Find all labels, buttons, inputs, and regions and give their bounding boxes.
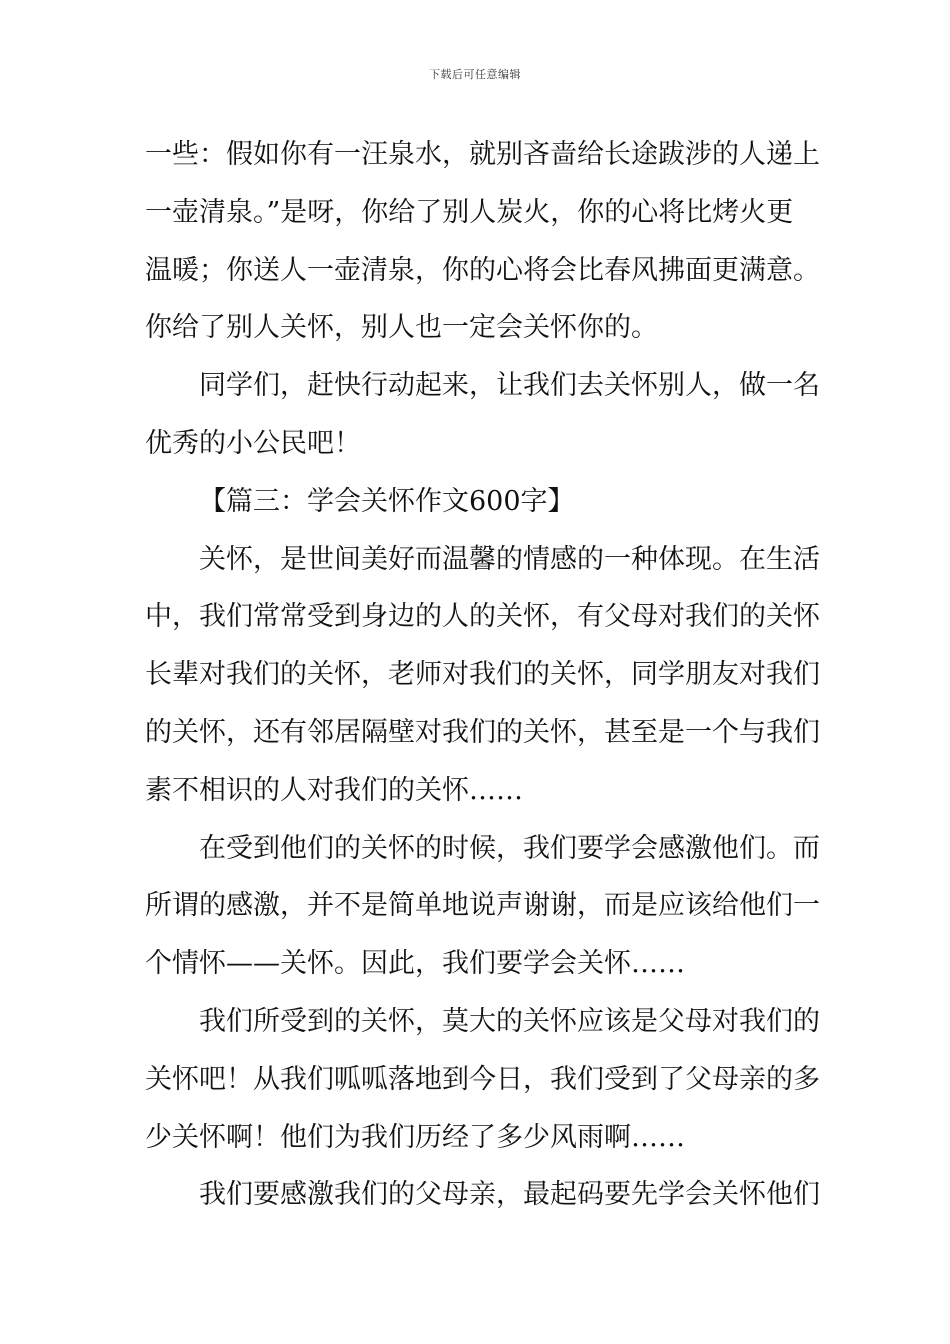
- text-line: 在受到他们的关怀的时候，我们要学会感激他们。而: [199, 832, 820, 864]
- text-line: 关怀，是世间美好而温馨的情感的一种体现。在生活: [199, 543, 820, 575]
- text-line: 中，我们常常受到身边的人的关怀，有父母对我们的关怀: [145, 601, 820, 633]
- text-line: 的关怀，还有邻居隔壁对我们的关怀，甚至是一个与我们: [145, 716, 820, 748]
- text-line: 温暖；你送人一壶清泉，你的心将会比春风拂面更满意。: [145, 254, 820, 286]
- text-line: 素不相识的人对我们的关怀……: [145, 774, 523, 806]
- text-line: 关怀吧！从我们呱呱落地到今日，我们受到了父母亲的多: [145, 1063, 820, 1095]
- text-line: 你给了别人关怀，别人也一定会关怀你的。: [145, 312, 658, 344]
- text-line: 长辈对我们的关怀，老师对我们的关怀，同学朋友对我们: [145, 659, 820, 691]
- text-line: 一壶清泉。”是呀，你给了别人炭火，你的心将比烤火更: [145, 196, 794, 228]
- text-line: 优秀的小公民吧！: [145, 427, 361, 459]
- section-heading: 【篇三：学会关怀作文600字】: [199, 485, 575, 517]
- text-line: 我们所受到的关怀，莫大的关怀应该是父母对我们的: [199, 1005, 820, 1037]
- text-line: 少关怀啊！他们为我们历经了多少风雨啊……: [145, 1121, 685, 1153]
- text-line: 个情怀——关怀。因此，我们要学会关怀……: [145, 948, 685, 980]
- text-line: 一些：假如你有一汪泉水，就别吝啬给长途跋涉的人递上: [145, 139, 820, 170]
- body-text: [145, 126, 820, 1224]
- text-line: 同学们，赶快行动起来，让我们去关怀别人，做一名: [199, 370, 820, 402]
- text-line: 所谓的感激，并不是简单地说声谢谢，而是应该给他们一: [145, 890, 820, 922]
- text-line: 我们要感激我们的父母亲，最起码要先学会关怀他们: [199, 1179, 820, 1211]
- page-header: 下载后可任意编辑: [429, 68, 521, 81]
